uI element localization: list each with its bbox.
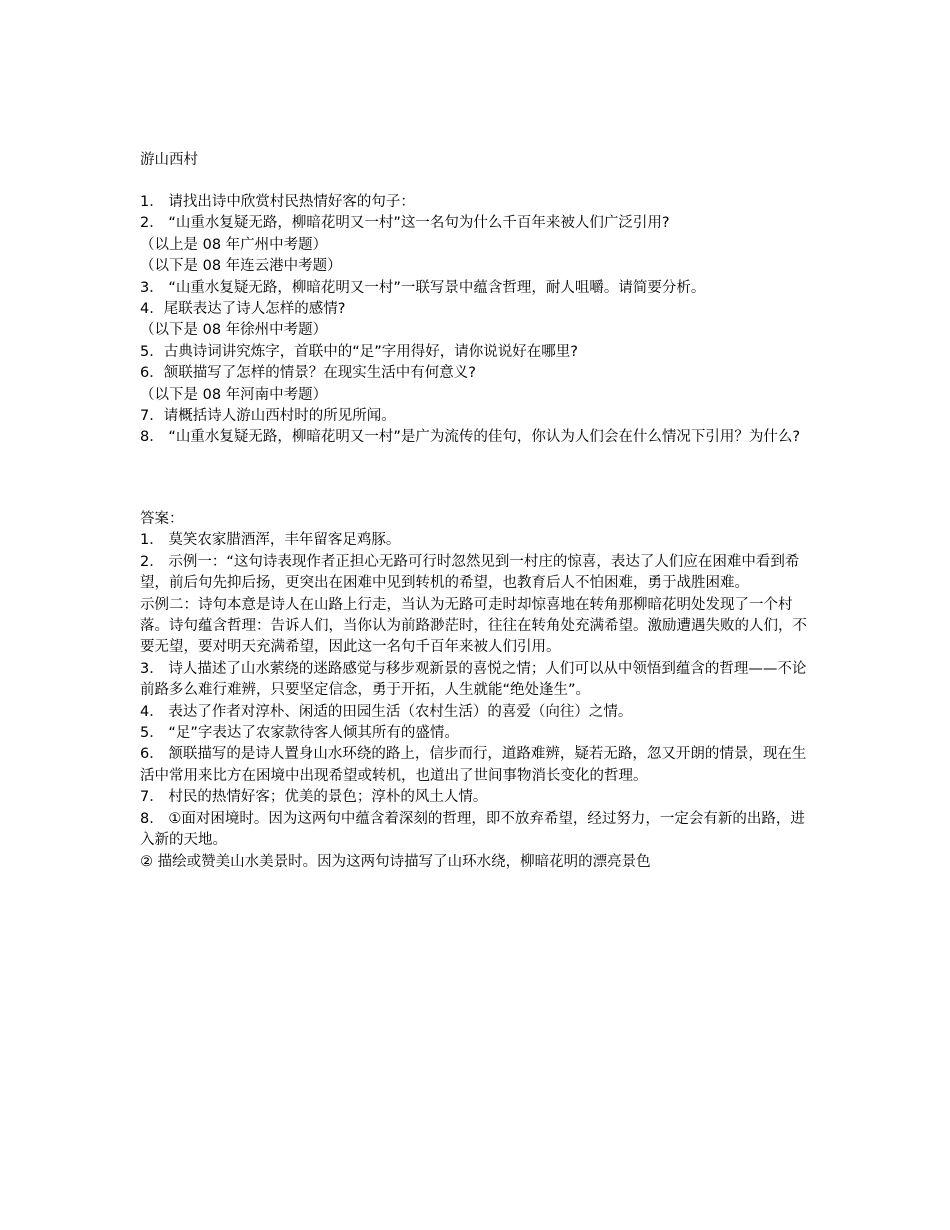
answer-item: 4． 表达了作者对淳朴、闲适的田园生活（农村生活）的喜爱（向往）之情。: [140, 703, 633, 720]
question-item: 7．请概括诗人游山西村时的所见所闻。: [140, 408, 396, 425]
answer-item: 7． 村民的热情好客；优美的景色；淳朴的风土人情。: [140, 789, 488, 806]
question-item: 3． “山重水复疑无路，柳暗花明又一村”一联写景中蕴含哲理，耐人咀嚼。请简要分析。: [140, 279, 706, 296]
question-item: 8． “山重水复疑无路，柳暗花明又一村”是广为流传的佳句，你认为人们会在什么情况下引用？为什么?: [140, 429, 801, 446]
document-title: 游山西村: [140, 152, 198, 168]
answer-item: 2． 示例一：“这句诗表现作者正担心无路可行时忽然见到一村庄的惊喜，表达了人们应在困难中看到希望，前后句先抑后扬，更突出在困难中见到转机的希望，也教育后人不怕困难，勇于战胜困难。: [140, 553, 800, 592]
question-item: 6．颔联描写了怎样的情景？在现实生活中有何意义?: [140, 365, 476, 382]
answer-item: ② 描绘或赞美山水美景时。因为这两句诗描写了山环水绕，柳暗花明的漂亮景色: [140, 853, 651, 870]
answer-item: 示例二：诗句本意是诗人在山路上行走，当认为无路可走时却惊喜地在转角那柳暗花明处发现了一个村落。诗句蕴含哲理：告诉人们，当你认为前路渺茫时，往往在转角处充满希望。激励遭遇失败的人们，不要无望，要对明天充满希望，因此这一名句千百年来被人们引用。: [140, 596, 807, 656]
answer-item: 3． 诗人描述了山水萦绕的迷路感觉与移步观新景的喜悦之情；人们可以从中领悟到蕴含的哲理——不论前路多么难行难辨，只要坚定信念，勇于开拓，人生就能“绝处逢生”。: [140, 660, 807, 699]
question-note: （以下是 08 年连云港中考题）: [140, 258, 342, 275]
answer-item: 8． ①面对困境时。因为这两句中蕴含着深刻的哲理，即不放弃希望，经过努力，一定会有新的出路，进入新的天地。: [140, 810, 805, 849]
answer-item: 6． 颔联描写的是诗人置身山水环绕的路上，信步而行，道路难辨，疑若无路，忽又开朗的情景，现在生活中常用来比方在困境中出现希望或转机，也道出了世间事物消长变化的哲理。: [140, 746, 807, 784]
question-item: 2． “山重水复疑无路，柳暗花明又一村”这一名句为什么千百年来被人们广泛引用?: [140, 215, 670, 232]
question-item: 1． 请找出诗中欣赏村民热情好客的句子：: [140, 194, 415, 210]
question-item: 5．古典诗词讲究炼字，首联中的“足”字用得好，请你说说好在哪里?: [140, 343, 578, 360]
answer-item: 1． 莫笑农家腊酒浑，丰年留客足鸡豚。: [140, 532, 401, 549]
answers-heading: 答案：: [140, 511, 184, 527]
question-item: 4．尾联表达了诗人怎样的感情?: [140, 301, 346, 318]
answer-item: 5． “足”字表达了农家款待客人倾其所有的盛情。: [140, 725, 459, 742]
question-note: （以下是 08 年徐州中考题）: [140, 322, 328, 339]
document-page: [140, 0, 812, 1230]
question-note: （以下是 08 年河南中考题）: [140, 386, 328, 403]
question-note: （以上是 08 年广州中考题）: [140, 236, 328, 253]
questions-section: [140, 192, 812, 449]
answers-section: [140, 509, 812, 873]
